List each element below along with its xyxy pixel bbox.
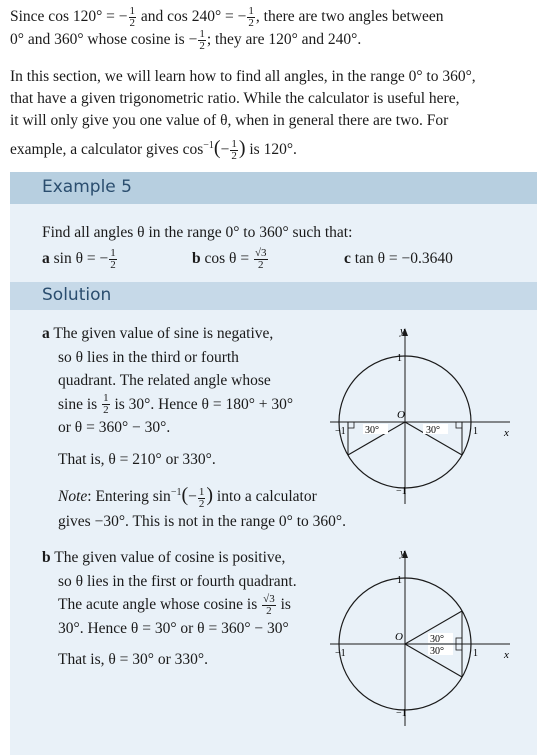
origin-label: O xyxy=(395,631,403,643)
tick-label-x-neg1: −1 xyxy=(335,648,346,659)
note-label: Note xyxy=(58,488,88,506)
angle-label-top: 30° xyxy=(430,634,444,645)
solution-b-line: 30°. Hence θ = 30° or θ = 360° − 30° xyxy=(58,619,289,637)
intro-text: example, a calculator gives cos xyxy=(10,141,204,159)
part-label: a xyxy=(42,325,50,342)
fraction-root3-over-2: $\frac{√3}{2}$ xyxy=(263,592,275,617)
tick-label-x-neg1: −1 xyxy=(335,426,346,437)
tick-label-y-1: 1 xyxy=(397,353,402,364)
solution-text: The given value of sine is negative, xyxy=(53,325,274,342)
tick-label-y-neg1: −1 xyxy=(396,708,407,719)
intro-text: and cos 240° = − xyxy=(137,8,247,26)
solution-text: sine is xyxy=(58,395,102,413)
example-header xyxy=(10,172,537,204)
solution-text: The given value of cosine is positive, xyxy=(54,549,286,566)
fraction-one-half: $\frac{1}{2}$ xyxy=(231,138,237,163)
solution-a-line: or θ = 360° − 30°. xyxy=(58,419,171,437)
fraction-one-half: $\frac{1}{2}$ xyxy=(199,28,205,52)
example-question: Find all angles θ in the range 0° to 360° such that: xyxy=(42,224,353,241)
angle-label-left: 30° xyxy=(365,425,379,436)
right-angle-marker-bottom xyxy=(456,644,462,650)
example-panel xyxy=(10,204,537,282)
part-label: c xyxy=(344,250,351,267)
solution-a-line: quadrant. The related angle whose xyxy=(58,372,271,389)
right-angle-marker-top xyxy=(456,638,462,644)
part-text: cos θ = xyxy=(204,250,253,268)
intro-line: In this section, we will learn how to find all angles, in the range 0° to 360°, xyxy=(10,68,476,85)
intro-text: ; they are 120° and 240°. xyxy=(206,31,362,49)
part-text: sin θ = − xyxy=(53,250,109,268)
solution-b-result: That is, θ = 30° or 330°. xyxy=(58,651,208,669)
intro-text: is 120°. xyxy=(245,141,297,159)
solution-title: Solution xyxy=(42,285,112,305)
superscript: −1 xyxy=(203,140,214,151)
solution-b-line xyxy=(42,546,342,570)
intro-line: that have a given trigonometric ratio. While the calculator is useful here, xyxy=(10,90,460,107)
origin-label: O xyxy=(397,409,405,421)
part-label: b xyxy=(42,549,51,566)
part-label: a xyxy=(42,250,50,268)
right-angle-marker-left xyxy=(348,422,354,428)
tick-label-x-1: 1 xyxy=(473,426,478,437)
part-label: b xyxy=(192,250,201,268)
unit-circle-diagram-a xyxy=(330,322,530,512)
intro-paragraph-1 xyxy=(10,6,540,52)
tick-label-y-1: 1 xyxy=(397,575,402,586)
x-axis-label: x xyxy=(504,427,509,439)
intro-line: example, a calculator gives $\cos^{-1}(-$ $\frac{1}{2}$ ) is 120°. xyxy=(10,137,297,163)
fraction-one-half: $\frac{1}{2}$ xyxy=(248,5,254,29)
fraction-root3-over-2: $\frac{√3}{2}$ xyxy=(254,247,267,271)
intro-text: Since cos 120° = − xyxy=(10,8,128,26)
intro-text: , there are two angles between xyxy=(255,8,444,26)
tick-label-x-1: 1 xyxy=(473,648,478,659)
intro-text: 0° and 360° whose cosine is − xyxy=(10,31,198,49)
part-text: tan θ = −0.3640 xyxy=(354,250,453,267)
intro-paragraph-2 xyxy=(10,66,540,162)
superscript: −1 xyxy=(170,487,182,499)
solution-a-note-line: gives −30°. This is not in the range 0° to 360°. xyxy=(58,512,346,530)
example-part-a xyxy=(42,248,118,271)
solution-a-line xyxy=(42,322,342,346)
solution-text: is xyxy=(276,596,291,613)
example-part-c xyxy=(344,248,453,270)
solution-a-note: Note: Entering $\sin^{-1}(-$ $\frac{1}{2}$ ) into a calculator xyxy=(58,484,317,510)
right-angle-marker-right xyxy=(456,422,462,428)
y-axis-label: y xyxy=(400,325,405,337)
note-text: : Entering sin xyxy=(87,488,171,506)
tick-label-y-neg1: −1 xyxy=(396,486,407,497)
solution-b-line: so θ lies in the first or fourth quadrant. xyxy=(58,572,297,590)
solution-a-line xyxy=(42,393,342,417)
example-part-b xyxy=(192,248,269,271)
fraction-one-half: $\frac{1}{2}$ xyxy=(198,485,205,510)
angle-label-right: 30° xyxy=(426,425,440,436)
intro-line-2 xyxy=(10,29,540,52)
intro-line: it will only give you one value of θ, when in general there are two. For xyxy=(10,112,449,129)
fraction-one-half: $\frac{1}{2}$ xyxy=(110,247,116,271)
solution-b xyxy=(42,546,342,672)
solution-a-line: so θ lies in the third or fourth xyxy=(58,348,239,366)
note-text: into a calculator xyxy=(213,488,317,506)
solution-text: is 30°. Hence θ = 180° + 30° xyxy=(110,395,294,413)
solution-a-result: That is, θ = 210° or 330°. xyxy=(58,450,216,468)
fraction-one-half: $\frac{1}{2}$ xyxy=(103,392,109,417)
unit-circle-diagram-b xyxy=(330,544,530,734)
solution-text: The acute angle whose cosine is xyxy=(58,596,262,613)
solution-header xyxy=(10,282,537,310)
solution-b-line xyxy=(42,593,342,617)
fraction-one-half: $\frac{1}{2}$ xyxy=(129,5,136,29)
y-axis-label: y xyxy=(400,547,405,559)
intro-line-1 xyxy=(10,6,540,29)
angle-label-bottom: 30° xyxy=(430,646,444,657)
example-title: Example 5 xyxy=(42,177,132,197)
solution-a xyxy=(42,322,346,533)
x-axis-label: x xyxy=(504,649,509,661)
